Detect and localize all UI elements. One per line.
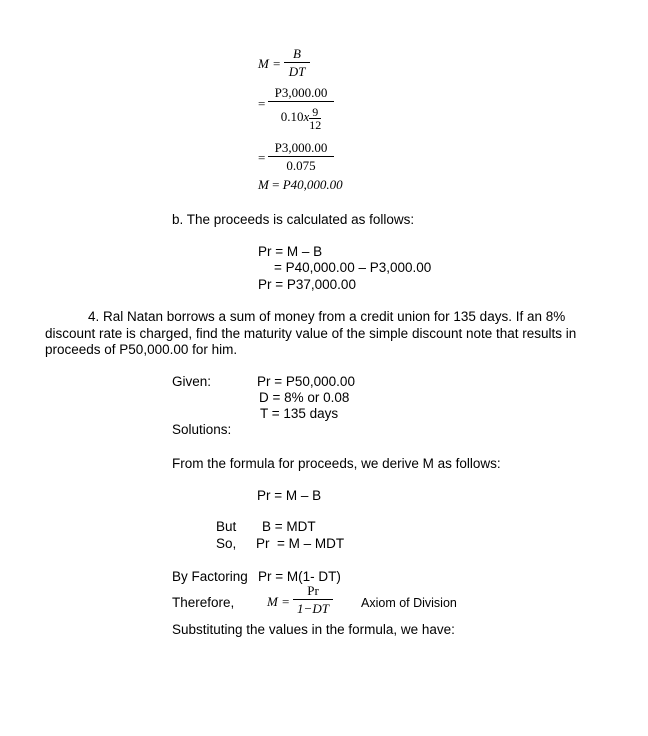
fraction-bar [268,101,334,102]
maturity-result [258,177,343,193]
therefore-label: Therefore, [172,595,235,610]
proceeds-result: Pr = P37,000.00 [258,277,356,292]
fraction-numerator: Pr [307,583,319,598]
fraction-b-over-dt [284,46,310,79]
equals-sign: = [272,177,280,192]
derivation-intro: From the formula for proceeds, we derive M as follows: [172,456,501,471]
times-symbol: x [303,109,310,124]
discount-formula: B = MDT [262,519,316,534]
part-b-intro: b. The proceeds is calculated as follows: [172,212,415,227]
fraction-bar [293,599,333,600]
fraction-bar [268,156,334,157]
fraction-amount-over-rate-time [268,85,334,131]
factoring-label: By Factoring [172,569,248,584]
fraction-numerator: P3,000.00 [274,140,328,155]
fraction-denominator: DT [288,64,306,79]
equals-sign: = [273,56,281,71]
m-symbol: M [258,177,269,192]
time-denominator: 12 [309,117,322,132]
fraction-pr-over-one-minus-dt [293,583,333,616]
axiom-note: Axiom of Division [361,596,457,610]
given-item-proceeds: Pr = P50,000.00 [257,374,355,389]
fraction-denominator [268,103,334,131]
equals-sign: = [258,150,266,165]
substituting-text: Substituting the values in the formula, we have: [172,622,455,637]
given-item-discount-rate: D = 8% or 0.08 [259,390,350,405]
so-label: So, [216,536,237,551]
fraction-denominator: 0.075 [286,158,316,173]
proceeds-substitution: = P40,000.00 – P3,000.00 [274,260,432,275]
solutions-label: Solutions: [172,422,232,437]
factored-formula: Pr = M(1- DT) [258,569,341,584]
substituted-formula: Pr = M – MDT [256,536,345,551]
fraction-numerator: P3,000.00 [274,85,328,100]
given-item-time: T = 135 days [260,406,339,421]
equals-sign: = [282,594,290,609]
fraction-amount-over-product [268,140,334,173]
m-symbol: M [267,594,278,609]
maturity-result-value: P40,000.00 [282,177,343,192]
m-symbol: M [258,56,269,71]
rate-value: 0.10 [280,109,304,124]
time-fraction [309,106,321,131]
proceeds-formula: Pr = M – B [258,244,323,259]
given-label: Given: [172,374,212,389]
proceeds-formula: Pr = M – B [257,488,322,503]
fraction-numerator: B [293,46,301,61]
fraction-denominator: 1−DT [297,601,329,616]
fraction-bar [284,62,310,63]
problem-4-statement: 4. Ral Natan borrows a sum of money from a credit union for 135 days. If an 8% discount rate is charged, find the maturity value of the simple discount note that results in proceeds of P50,000.00 for him. [45,309,577,357]
time-numerator: 9 [312,104,319,119]
equals-sign: = [258,96,266,111]
but-label: But [216,519,237,534]
